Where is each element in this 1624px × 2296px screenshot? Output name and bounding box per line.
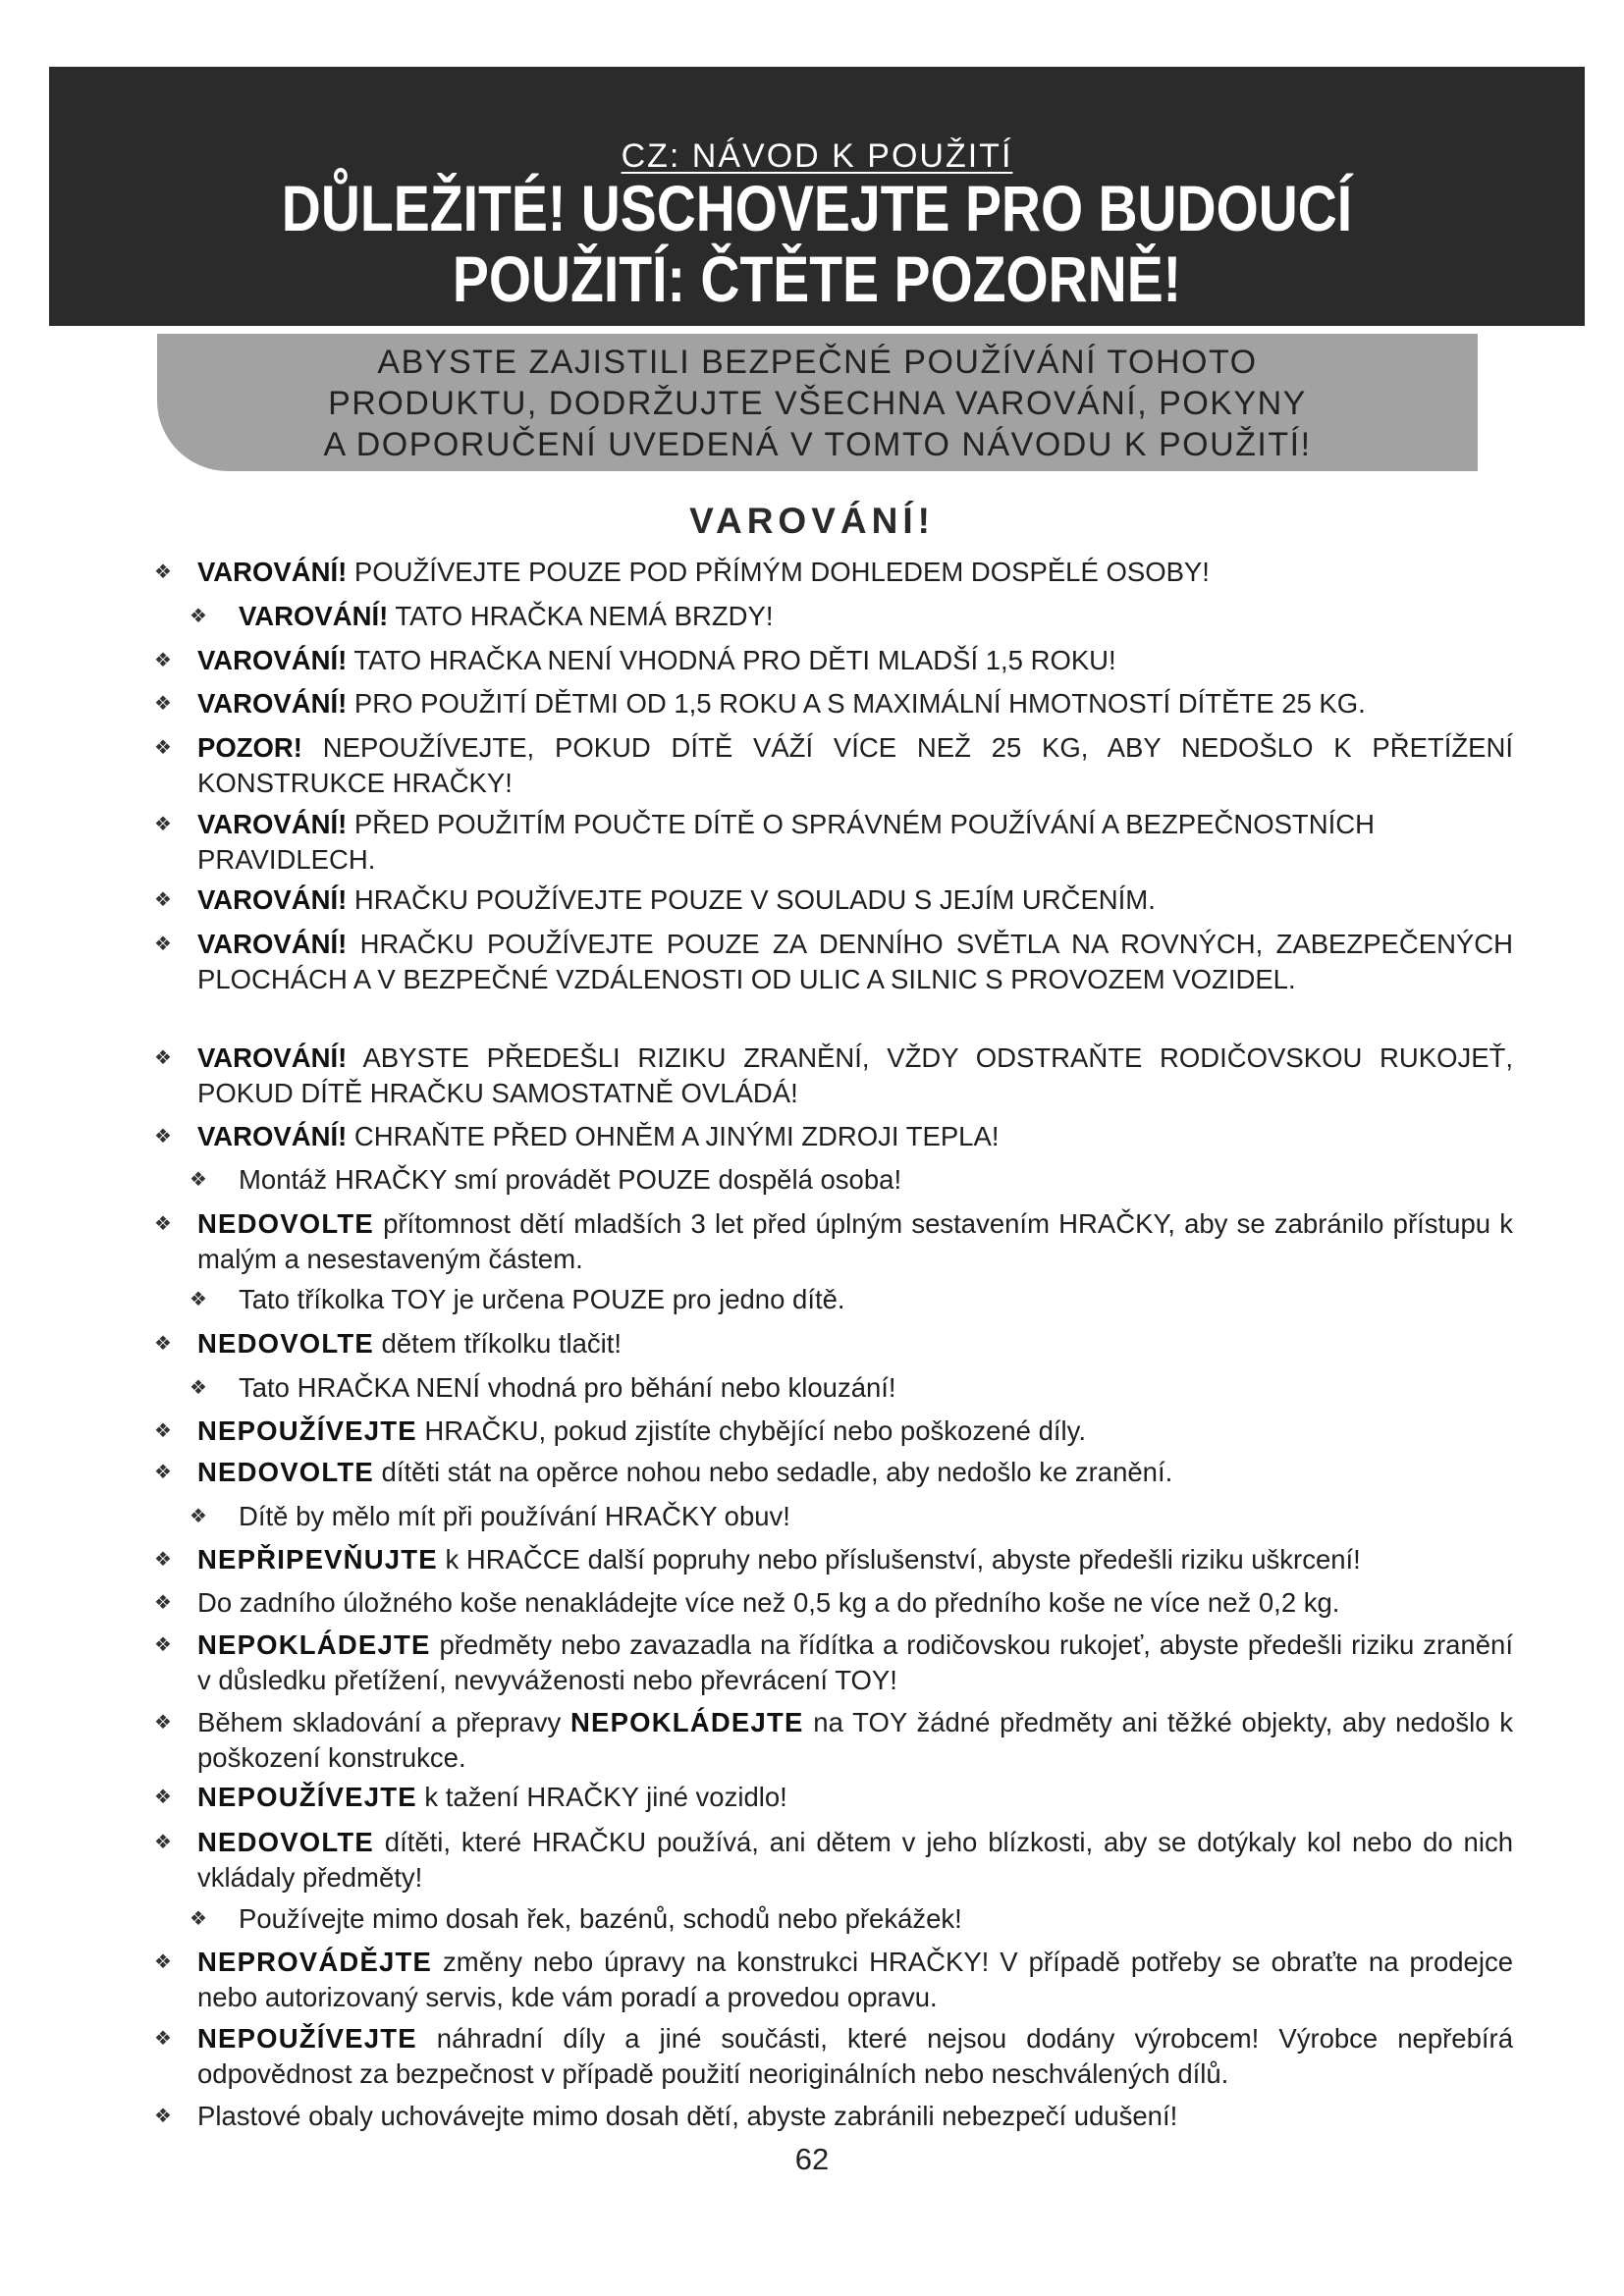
warning-keyword: VAROVÁNÍ! [197, 884, 348, 915]
warning-body: HRAČKU POUŽÍVEJTE POUZE ZA DENNÍHO SVĚTLA NA ROVNÝCH, ZABEZPEČENÝCH PLOCHÁCH A V BEZPEČNÉ VZDÁLENOSTI OD ULIC A SILNIC S PROVOZEM VOZIDEL. [197, 929, 1513, 994]
warning-keyword: VAROVÁNÍ! [197, 1121, 348, 1151]
warning-body: POUŽÍVEJTE POUZE POD PŘÍMÝM DOHLEDEM DOSPĚLÉ OSOBY! [347, 557, 1210, 587]
warning-keyword: NEPŘIPEVŇUJTE [197, 1544, 438, 1575]
bullet-diamond-icon: ❖ [189, 1908, 207, 1930]
warning-keyword: NEPOKLÁDEJTE [197, 1629, 431, 1660]
warning-text [197, 882, 1562, 918]
warning-text [197, 1206, 1513, 1277]
bullet-diamond-icon: ❖ [154, 737, 172, 759]
warning-keyword: NEPOUŽÍVEJTE [197, 1782, 417, 1812]
warning-body: NEPOUŽÍVEJTE, POKUD DÍTĚ VÁŽÍ VÍCE NEŽ 25 KG, ABY NEDOŠLO K PŘETÍŽENÍ KONSTRUKCE HRAČKY! [197, 732, 1513, 798]
bullet-diamond-icon: ❖ [189, 1506, 207, 1527]
warning-text [197, 1542, 1562, 1577]
warning-text [197, 1780, 1562, 1815]
warning-text [197, 1945, 1513, 2015]
warnings-heading: VAROVÁNÍ! [689, 501, 935, 541]
bullet-diamond-icon: ❖ [154, 1634, 172, 1656]
warning-text [239, 1162, 1515, 1198]
bullet-diamond-icon: ❖ [154, 1420, 172, 1442]
warning-body: Montáž HRAČKY smí provádět POUZE dospělá osoba! [239, 1164, 902, 1195]
warning-keyword: NEPROVÁDĚJTE [197, 1947, 433, 1977]
warning-keyword: NEPOUŽÍVEJTE [197, 1415, 417, 1446]
warning-text [197, 1628, 1513, 1698]
notice-line-1: ABYSTE ZAJISTILI BEZPEČNÉ POUŽÍVÁNÍ TOHOTO [377, 344, 1258, 381]
warning-text [197, 1705, 1513, 1776]
bullet-diamond-icon: ❖ [154, 934, 172, 955]
bullet-diamond-icon: ❖ [154, 1951, 172, 1973]
warning-text [197, 643, 1562, 678]
warning-text [197, 686, 1562, 721]
bullet-diamond-icon: ❖ [189, 1377, 207, 1399]
warning-keyword: VAROVÁNÍ! [197, 557, 348, 587]
warning-keyword: NEPOUŽÍVEJTE [197, 2023, 417, 2054]
notice-line-3: A DOPORUČENÍ UVEDENÁ V TOMTO NÁVODU K POUŽITÍ! [323, 426, 1312, 463]
warning-text [197, 1585, 1562, 1621]
bullet-diamond-icon: ❖ [154, 1213, 172, 1235]
title-line-1: DŮLEŽITÉ! USCHOVEJTE PRO BUDOUCÍ [281, 172, 1353, 244]
warning-body: CHRAŇTE PŘED OHNĚM A JINÝMI ZDROJI TEPLA! [347, 1121, 1000, 1151]
warning-body: předměty nebo zavazadla na řídítka a rodičovskou rukojeť, abyste předešli riziku zranění v důsledku přetížení, nevyváženosti nebo převrácení TOY! [197, 1629, 1513, 1695]
warning-body: HRAČKU, pokud zjistíte chybějící nebo poškozené díly. [416, 1415, 1086, 1446]
page-title [172, 173, 1462, 314]
warning-text [239, 1370, 1515, 1406]
notice-line-2: PRODUKTU, DODRŽUJTE VŠECHNA VAROVÁNÍ, POKYNY [328, 385, 1307, 422]
warning-keyword: VAROVÁNÍ! [197, 1042, 348, 1073]
warning-text [239, 599, 1515, 634]
warning-body: Používejte mimo dosah řek, bazénů, schodů nebo překážek! [239, 1903, 962, 1934]
warning-lead-text: Během skladování a přepravy [197, 1707, 570, 1737]
warning-body: PŘED POUŽITÍM POUČTE DÍTĚ O SPRÁVNÉM POUŽÍVÁNÍ A BEZPEČNOSTNÍCH PRAVIDLECH. [197, 809, 1375, 875]
warning-text [197, 2099, 1562, 2134]
bullet-diamond-icon: ❖ [154, 561, 172, 583]
warning-keyword: POZOR! [197, 732, 302, 763]
bullet-diamond-icon: ❖ [154, 814, 172, 835]
warning-text [239, 1282, 1515, 1317]
warning-keyword: VAROVÁNÍ! [239, 601, 389, 631]
warning-text [197, 1414, 1562, 1449]
warning-text [239, 1499, 1515, 1534]
bullet-diamond-icon: ❖ [154, 889, 172, 911]
warning-text [197, 1326, 1562, 1362]
warning-keyword: VAROVÁNÍ! [197, 809, 348, 839]
warning-keyword: NEDOVOLTE [197, 1457, 374, 1487]
bullet-diamond-icon: ❖ [154, 1712, 172, 1734]
bullet-diamond-icon: ❖ [154, 1832, 172, 1853]
warning-text [197, 807, 1513, 878]
warning-body: k tažení HRAČKY jiné vozidlo! [416, 1782, 787, 1812]
bullet-diamond-icon: ❖ [154, 1047, 172, 1069]
warning-body: Dítě by mělo mít při používání HRAČKY obuv! [239, 1501, 790, 1531]
warning-body: TATO HRAČKA NEMÁ BRZDY! [388, 601, 774, 631]
bullet-diamond-icon: ❖ [154, 693, 172, 715]
page-number: 62 [794, 2142, 830, 2176]
warning-body: ABYSTE PŘEDEŠLI RIZIKU ZRANĚNÍ, VŽDY ODSTRAŇTE RODIČOVSKOU RUKOJEŤ, POKUD DÍTĚ HRAČKU SAMOSTATNĚ OVLÁDÁ! [197, 1042, 1513, 1108]
bullet-diamond-icon: ❖ [154, 1126, 172, 1148]
warning-body: Tato HRAČKA NENÍ vhodná pro běhání nebo klouzání! [239, 1372, 896, 1403]
warning-keyword: NEDOVOLTE [197, 1328, 374, 1359]
bullet-diamond-icon: ❖ [154, 1462, 172, 1483]
warning-body: Tato tříkolka TOY je určena POUZE pro jedno dítě. [239, 1284, 845, 1314]
bullet-diamond-icon: ❖ [189, 1169, 207, 1191]
warning-text [197, 927, 1513, 997]
warning-keyword: VAROVÁNÍ! [197, 645, 348, 675]
bullet-diamond-icon: ❖ [154, 1333, 172, 1355]
warning-keyword: NEPOKLÁDEJTE [570, 1707, 804, 1737]
warning-text [197, 555, 1562, 590]
title-line-2: POUŽITÍ: ČTĚTE POZORNĚ! [452, 242, 1182, 315]
bullet-diamond-icon: ❖ [189, 1289, 207, 1310]
warning-body: Plastové obaly uchovávejte mimo dosah dětí, abyste zabránili nebezpečí udušení! [197, 2101, 1178, 2131]
warning-keyword: VAROVÁNÍ! [197, 688, 348, 719]
bullet-diamond-icon: ❖ [154, 1787, 172, 1808]
bullet-diamond-icon: ❖ [154, 1592, 172, 1614]
warning-body: dítěti, které HRAČKU používá, ani dětem v jeho blízkosti, aby se dotýkaly kol nebo do nich vkládaly předměty! [197, 1827, 1513, 1893]
warning-text [197, 730, 1513, 801]
warning-body: TATO HRAČKA NENÍ VHODNÁ PRO DĚTI MLADŠÍ 1,5 ROKU! [347, 645, 1116, 675]
warning-body: Do zadního úložného koše nenakládejte více než 0,5 kg a do předního koše ne více než 0,2 kg. [197, 1587, 1340, 1618]
bullet-diamond-icon: ❖ [154, 2028, 172, 2050]
warning-body: dítěti stát na opěrce nohou nebo sedadle, aby nedošlo ke zranění. [373, 1457, 1173, 1487]
bullet-diamond-icon: ❖ [154, 2106, 172, 2127]
bullet-diamond-icon: ❖ [189, 606, 207, 627]
document-subtitle: CZ: NÁVOD K POUŽITÍ [621, 137, 1013, 175]
warning-text [197, 1119, 1562, 1154]
warning-body: na TOY žádné předměty ani těžké objekty, aby nedošlo k poškození konstrukce. [197, 1707, 1514, 1773]
warning-body: změny nebo úpravy na konstrukci HRAČKY! V případě potřeby se obraťte na prodejce nebo autorizovaný servis, kde vám poradí a provedou opravu. [197, 1947, 1513, 2012]
safety-notice-box [157, 334, 1478, 471]
warning-text [197, 1455, 1562, 1490]
warning-keyword: NEDOVOLTE [197, 1208, 374, 1239]
warning-text [239, 1901, 1515, 1937]
warning-body: k HRAČCE další popruhy nebo příslušenství, abyste předešli riziku uškrcení! [437, 1544, 1361, 1575]
warning-keyword: VAROVÁNÍ! [197, 929, 348, 959]
warning-body: náhradní díly a jiné součásti, které nejsou dodány výrobcem! Výrobce nepřebírá odpovědnost za bezpečnost v případě použití neoriginálních nebo neschválených dílů. [197, 2023, 1513, 2089]
warning-body: PRO POUŽITÍ DĚTMI OD 1,5 ROKU A S MAXIMÁLNÍ HMOTNOSTÍ DÍTĚTE 25 KG. [347, 688, 1366, 719]
warning-text [197, 1825, 1513, 1896]
bullet-diamond-icon: ❖ [154, 650, 172, 671]
warning-body: dětem tříkolku tlačit! [373, 1328, 623, 1359]
warning-keyword: NEDOVOLTE [197, 1827, 374, 1857]
header-banner [49, 67, 1585, 326]
warning-text [197, 1041, 1513, 1111]
warning-body: přítomnost dětí mladších 3 let před úplným sestavením HRAČKY, aby se zabránilo přístupu k malým a nesestaveným částem. [197, 1208, 1513, 1274]
warning-body: HRAČKU POUŽÍVEJTE POUZE V SOULADU S JEJÍM URČENÍM. [347, 884, 1156, 915]
warning-text [197, 2021, 1513, 2092]
bullet-diamond-icon: ❖ [154, 1549, 172, 1571]
